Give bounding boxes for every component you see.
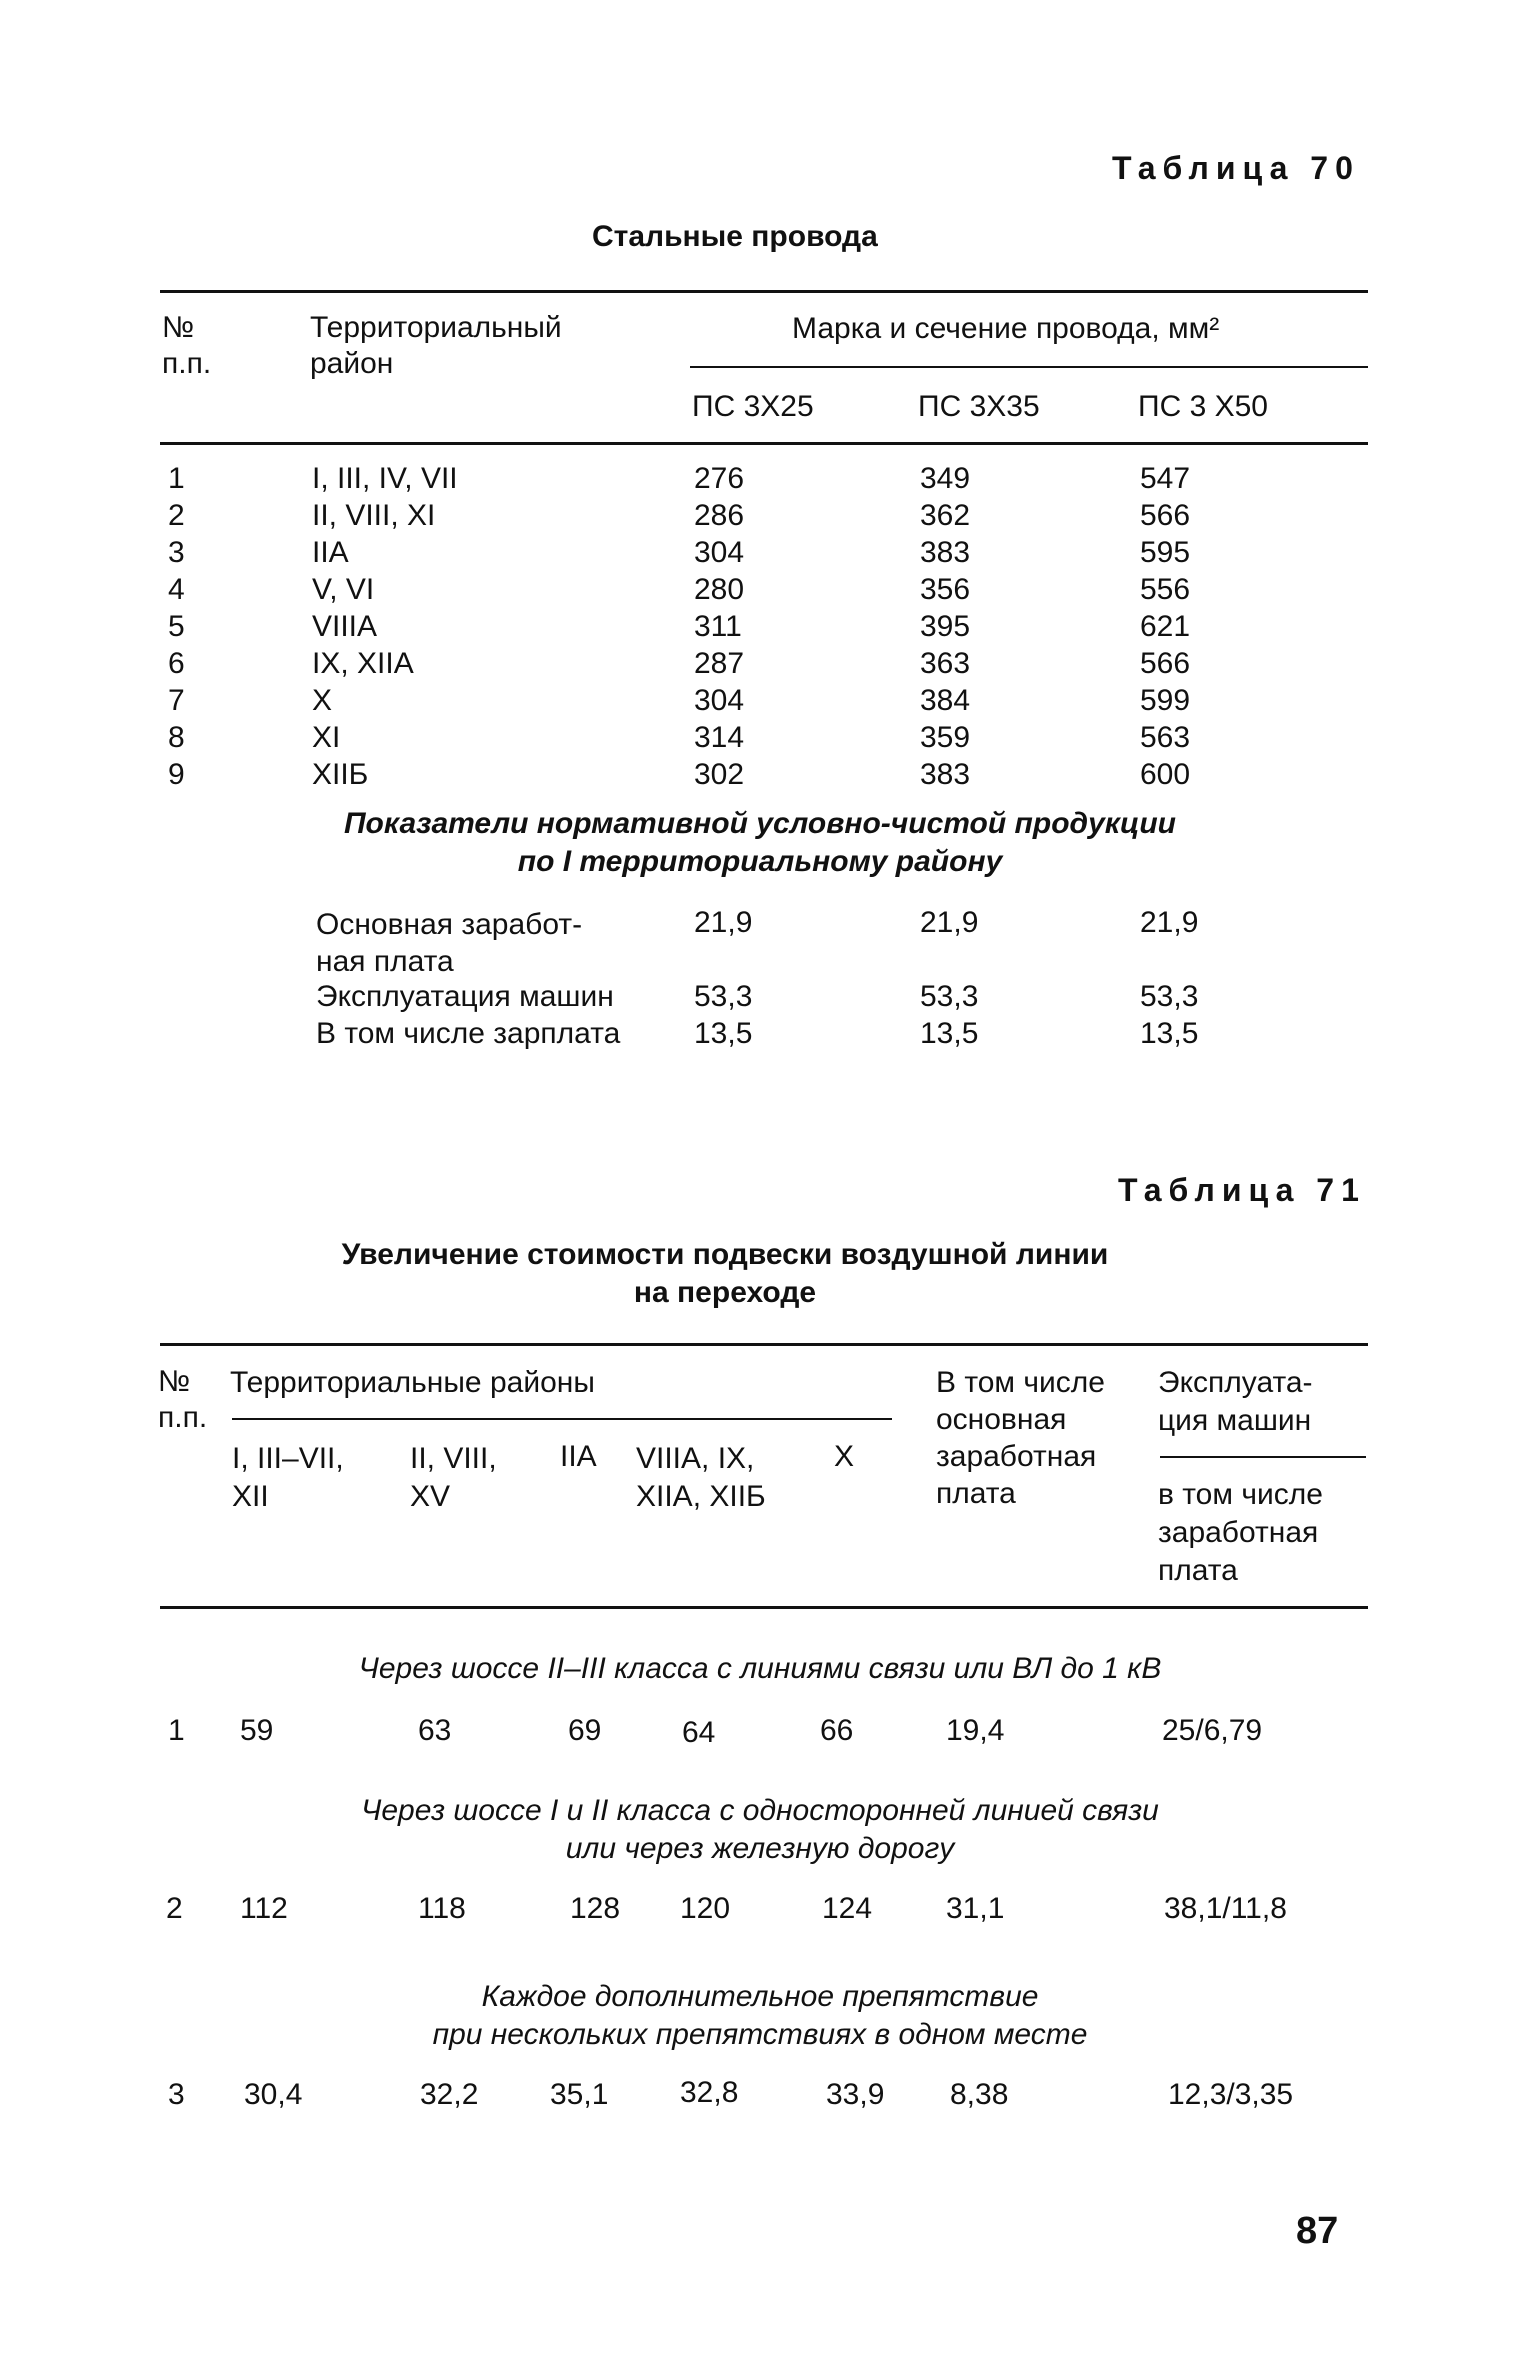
row-value-2: 356: [920, 573, 971, 606]
table-70-header-district: [310, 310, 562, 382]
row-number: 2: [166, 1892, 183, 1925]
indicator-value-3: 13,5: [1140, 1017, 1199, 1050]
row-d5: 124: [822, 1892, 873, 1925]
table-71-header-districts: Территориальные районы: [230, 1366, 595, 1399]
table-71-header-machines: [1158, 1364, 1313, 1440]
row-d3: 128: [570, 1892, 621, 1925]
row-value-2: 349: [920, 462, 971, 495]
table-70-title: Стальные провода: [592, 220, 878, 253]
row-value-3: 566: [1140, 647, 1191, 680]
row-number: 5: [168, 610, 185, 643]
row-value-3: 556: [1140, 573, 1191, 606]
d1-line2: XII: [232, 1480, 269, 1513]
row-value-2: 384: [920, 684, 971, 717]
row-value-2: 383: [920, 536, 971, 569]
d4-line1: VIIIА, IX,: [636, 1442, 755, 1475]
row-machines: 25/6,79: [1162, 1714, 1263, 1747]
subheading-line2: по I территориальному району: [517, 845, 1003, 878]
indicator-value-3: 53,3: [1140, 980, 1199, 1013]
machines-sub-line1: в том числе: [1158, 1478, 1323, 1511]
table-71-header-d2: [410, 1440, 497, 1516]
table-70-subheading: [260, 805, 1260, 881]
row-d4: 120: [680, 1892, 731, 1925]
row-district: VIIIА: [312, 610, 378, 643]
row-d1: 59: [240, 1714, 274, 1747]
row-d4: 32,8: [680, 2076, 739, 2109]
d2-line1: II, VIII,: [410, 1442, 497, 1475]
table-71-header-rule: [160, 1606, 1368, 1609]
row-number: 4: [168, 573, 185, 606]
d2-line2: XV: [410, 1480, 451, 1513]
indicator-label: Эксплуатация машин: [316, 980, 614, 1013]
row-value-1: 287: [694, 647, 745, 680]
table-71-header-d1: [232, 1440, 344, 1516]
header-num-line1: №: [162, 311, 195, 344]
table-70-col-2: ПС 3Х35: [918, 390, 1040, 423]
row-d3: 35,1: [550, 2078, 609, 2111]
indicator-value-3: 21,9: [1140, 906, 1199, 939]
indicator-value-1: 21,9: [694, 906, 753, 939]
page-number: 87: [1296, 2210, 1339, 2252]
row-d2: 118: [418, 1892, 466, 1925]
row-district: II, VIII, XI: [312, 499, 436, 532]
row-number: 1: [168, 462, 185, 495]
row-machines: 38,1/11,8: [1164, 1892, 1287, 1925]
machines-line1: Эксплуата-: [1158, 1366, 1313, 1399]
row-value-3: 600: [1140, 758, 1191, 791]
row-district: IX, XIIА: [312, 647, 414, 680]
indicator-value-2: 21,9: [920, 906, 979, 939]
row-value-1: 311: [694, 610, 742, 643]
indicator-label: В том числе зарплата: [316, 1017, 621, 1050]
row-district: XIIБ: [312, 758, 369, 791]
row-d4: 64: [682, 1716, 716, 1749]
row-value-1: 314: [694, 721, 745, 754]
machines-sub-line2: заработная: [1158, 1516, 1319, 1549]
row-value-1: 280: [694, 573, 745, 606]
table-70-group-rule: [690, 366, 1368, 368]
table-70-col-1: ПС 3Х25: [692, 390, 814, 423]
section-heading-line1: Каждое дополнительное препятствие: [481, 1980, 1039, 2013]
row-district: I, III, IV, VII: [312, 462, 458, 495]
row-number: 1: [168, 1714, 185, 1747]
row-d1: 30,4: [244, 2078, 303, 2111]
row-value-1: 304: [694, 536, 745, 569]
indicator-value-1: 13,5: [694, 1017, 753, 1050]
row-value-3: 595: [1140, 536, 1191, 569]
row-wages: 8,38: [950, 2078, 1009, 2111]
row-number: 8: [168, 721, 185, 754]
row-number: 3: [168, 536, 185, 569]
section-heading-line2: или через железную дорогу: [565, 1832, 955, 1865]
machines-sub-line3: плата: [1158, 1554, 1238, 1587]
row-d5: 66: [820, 1714, 854, 1747]
table-71-header-machines-sub: [1158, 1476, 1323, 1590]
header-district-line2: район: [310, 347, 394, 380]
indicator-value-2: 53,3: [920, 980, 979, 1013]
row-value-2: 362: [920, 499, 971, 532]
row-d2: 63: [418, 1714, 452, 1747]
table-71-machines-rule: [1160, 1456, 1366, 1458]
row-number: 2: [168, 499, 185, 532]
wages-line3: заработная: [936, 1440, 1097, 1473]
row-district: V, VI: [312, 573, 375, 606]
table-71-title: [300, 1236, 1150, 1312]
row-d1: 112: [240, 1892, 288, 1925]
indicator-value-2: 13,5: [920, 1017, 979, 1050]
table-70-top-rule: [160, 290, 1368, 293]
row-d5: 33,9: [826, 2078, 885, 2111]
row-number: 6: [168, 647, 185, 680]
indicator-label-line2: ная плата: [316, 945, 454, 978]
wages-line1: В том числе: [936, 1366, 1105, 1399]
row-district: IIА: [312, 536, 349, 569]
table-71-top-rule: [160, 1343, 1368, 1346]
row-value-3: 599: [1140, 684, 1191, 717]
machines-line2: ция машин: [1158, 1404, 1312, 1437]
wages-line4: плата: [936, 1477, 1016, 1510]
table-71-districts-rule: [232, 1418, 892, 1420]
row-wages: 19,4: [946, 1714, 1005, 1747]
d1-line1: I, III–VII,: [232, 1442, 344, 1475]
row-d2: 32,2: [420, 2078, 479, 2111]
table-71-header-d4: [636, 1440, 766, 1516]
row-d3: 69: [568, 1714, 602, 1747]
row-value-1: 276: [694, 462, 745, 495]
row-value-2: 395: [920, 610, 971, 643]
table-70-label: Таблица 70: [1112, 150, 1360, 186]
section-heading-line2: при нескольких препятствиях в одном месте: [432, 2018, 1088, 2051]
section-heading: [200, 1792, 1320, 1868]
table-71-header-wages: [936, 1364, 1105, 1512]
row-value-3: 547: [1140, 462, 1191, 495]
row-value-1: 302: [694, 758, 745, 791]
table-71-header-num: [158, 1364, 207, 1436]
d4-line2: XIIА, XIIБ: [636, 1480, 766, 1513]
wages-line2: основная: [936, 1403, 1067, 1436]
row-district: Х: [312, 684, 333, 717]
section-heading: Через шоссе II–III класса с линиями связи или ВЛ до 1 кВ: [358, 1652, 1162, 1685]
row-number: 7: [168, 684, 185, 717]
table-70-header-num: [162, 310, 211, 382]
table-71-header-d5: Х: [834, 1440, 855, 1473]
row-value-2: 383: [920, 758, 971, 791]
row-number: 3: [168, 2078, 185, 2111]
row-value-2: 363: [920, 647, 971, 680]
indicator-value-1: 53,3: [694, 980, 753, 1013]
header-num-line2: п.п.: [162, 347, 212, 380]
subheading-line1: Показатели нормативной условно-чистой продукции: [343, 807, 1176, 840]
table-70-col-3: ПС 3 Х50: [1138, 390, 1268, 423]
table-70-header-rule: [160, 442, 1368, 445]
title-line1: Увеличение стоимости подвески воздушной линии: [341, 1238, 1109, 1271]
header-district-line1: Территориальный: [310, 311, 562, 344]
row-value-1: 286: [694, 499, 745, 532]
row-value-3: 566: [1140, 499, 1191, 532]
row-value-2: 359: [920, 721, 971, 754]
row-value-3: 621: [1140, 610, 1191, 643]
row-value-3: 563: [1140, 721, 1191, 754]
header-num-line1: №: [158, 1365, 191, 1398]
indicator-label: [316, 906, 582, 980]
title-line2: на переходе: [633, 1276, 817, 1309]
table-71-label: Таблица 71: [1118, 1172, 1366, 1208]
header-num-line2: п.п.: [158, 1401, 208, 1434]
row-machines: 12,3/3,35: [1168, 2078, 1294, 2111]
table-70-header-group: Марка и сечение провода, мм²: [792, 312, 1220, 345]
section-heading-line1: Через шоссе I и II класса с односторонней линией связи: [361, 1794, 1159, 1827]
row-district: XI: [312, 721, 341, 754]
row-value-1: 304: [694, 684, 745, 717]
table-71-header-d3: IIА: [560, 1440, 597, 1473]
indicator-label-line1: Основная заработ-: [316, 908, 583, 941]
row-wages: 31,1: [946, 1892, 1005, 1925]
row-number: 9: [168, 758, 185, 791]
section-heading: [200, 1978, 1320, 2054]
